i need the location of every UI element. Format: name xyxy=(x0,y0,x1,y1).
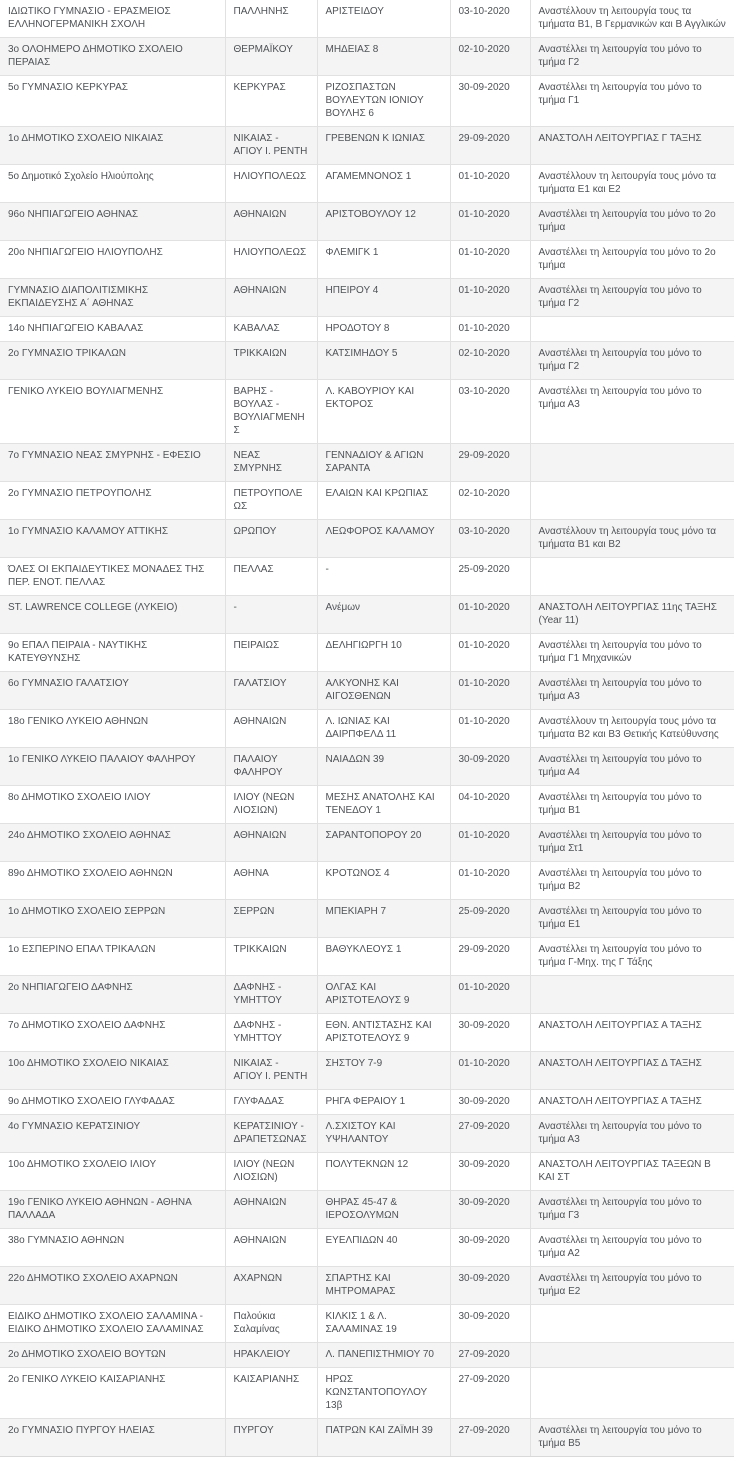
date-cell: 25-09-2020 xyxy=(450,558,530,596)
suspension-note-cell: ΑΝΑΣΤΟΛΗ ΛΕΙΤΟΥΡΓΙΑΣ Α ΤΑΞΗΣ xyxy=(530,1014,734,1052)
suspension-note-cell: Αναστέλλει τη λειτουργία του μόνο το τμήμα Ε2 xyxy=(530,1267,734,1305)
date-cell: 01-10-2020 xyxy=(450,710,530,748)
table-row xyxy=(0,342,734,380)
school-name-cell: 1ο ΓΥΜΝΑΣΙΟ ΚΑΛΑΜΟΥ ΑΤΤΙΚΗΣ xyxy=(0,520,225,558)
municipality-cell: ΑΘΗΝΑ xyxy=(225,862,317,900)
municipality-cell: ΤΡΙΚΚΑΙΩΝ xyxy=(225,938,317,976)
date-cell: 29-09-2020 xyxy=(450,444,530,482)
municipality-cell: ΗΛΙΟΥΠΟΛΕΩΣ xyxy=(225,241,317,279)
suspension-note-cell: Αναστέλλει τη λειτουργία του μόνο το 2ο τμήμα xyxy=(530,203,734,241)
table-row xyxy=(0,1229,734,1267)
table-row xyxy=(0,786,734,824)
address-cell: ΜΗΔΕΙΑΣ 8 xyxy=(317,38,450,76)
municipality-cell: ΚΑΒΑΛΑΣ xyxy=(225,317,317,342)
date-cell: 01-10-2020 xyxy=(450,634,530,672)
suspension-note-cell: Αναστέλλει τη λειτουργία του μόνο το τμήμα Α2 xyxy=(530,1229,734,1267)
address-cell: Ανέμων xyxy=(317,596,450,634)
school-name-cell: 3ο ΟΛΟΗΜΕΡΟ ΔΗΜΟΤΙΚΟ ΣΧΟΛΕΙΟ ΠΕΡΑΙΑΣ xyxy=(0,38,225,76)
school-name-cell: ΙΔΙΩΤΙΚΟ ΓΥΜΝΑΣΙΟ - ΕΡΑΣΜΕΙΟΣ ΕΛΛΗΝΟΓΕΡΜΑΝΙΚΗ ΣΧΟΛΗ xyxy=(0,0,225,38)
municipality-cell: ΠΕΤΡΟΥΠΟΛΕΩΣ xyxy=(225,482,317,520)
address-cell: ΠΑΤΡΩΝ ΚΑΙ ΖΑΪΜΗ 39 xyxy=(317,1419,450,1457)
municipality-cell: ΑΘΗΝΑΙΩΝ xyxy=(225,824,317,862)
address-cell: ΚΑΤΣΙΜΗΔΟΥ 5 xyxy=(317,342,450,380)
municipality-cell: ΑΘΗΝΑΙΩΝ xyxy=(225,710,317,748)
suspension-note-cell: Αναστέλλει τη λειτουργία του μόνο το τμήμα Β2 xyxy=(530,862,734,900)
school-name-cell: 14ο ΝΗΠΙΑΓΩΓΕΙΟ ΚΑΒΑΛΑΣ xyxy=(0,317,225,342)
date-cell: 01-10-2020 xyxy=(450,203,530,241)
school-name-cell: 18ο ΓΕΝΙΚΟ ΛΥΚΕΙΟ ΑΘΗΝΩΝ xyxy=(0,710,225,748)
municipality-cell: ΚΕΡΚΥΡΑΣ xyxy=(225,76,317,127)
address-cell: ΛΕΩΦΟΡΟΣ ΚΑΛΑΜΟΥ xyxy=(317,520,450,558)
date-cell: 30-09-2020 xyxy=(450,1229,530,1267)
date-cell: 27-09-2020 xyxy=(450,1419,530,1457)
suspension-note-cell xyxy=(530,1368,734,1419)
address-cell: ΗΠΕΙΡΟΥ 4 xyxy=(317,279,450,317)
municipality-cell: ΓΛΥΦΑΔΑΣ xyxy=(225,1090,317,1115)
table-row xyxy=(0,1052,734,1090)
municipality-cell: ΝΙΚΑΙΑΣ - ΑΓΙΟΥ Ι. ΡΕΝΤΗ xyxy=(225,127,317,165)
table-row xyxy=(0,38,734,76)
table-row xyxy=(0,165,734,203)
municipality-cell: ΑΘΗΝΑΙΩΝ xyxy=(225,1229,317,1267)
table-row xyxy=(0,127,734,165)
school-name-cell: 10ο ΔΗΜΟΤΙΚΟ ΣΧΟΛΕΙΟ ΙΛΙΟΥ xyxy=(0,1153,225,1191)
table-row xyxy=(0,1153,734,1191)
school-name-cell: 2ο ΓΕΝΙΚΟ ΛΥΚΕΙΟ ΚΑΙΣΑΡΙΑΝΗΣ xyxy=(0,1368,225,1419)
suspension-note-cell: Αναστέλλει τη λειτουργία του μόνο το τμήμα Στ1 xyxy=(530,824,734,862)
date-cell: 03-10-2020 xyxy=(450,380,530,444)
address-cell: ΣΠΑΡΤΗΣ ΚΑΙ ΜΗΤΡΟΜΑΡΑΣ xyxy=(317,1267,450,1305)
school-name-cell: 6ο ΓΥΜΝΑΣΙΟ ΓΑΛΑΤΣΙΟΥ xyxy=(0,672,225,710)
municipality-cell: ΘΕΡΜΑΪΚΟΥ xyxy=(225,38,317,76)
table-row xyxy=(0,1191,734,1229)
address-cell: ΜΕΣΗΣ ΑΝΑΤΟΛΗΣ ΚΑΙ ΤΕΝΕΔΟΥ 1 xyxy=(317,786,450,824)
table-row xyxy=(0,596,734,634)
address-cell: Λ. ΙΩΝΙΑΣ ΚΑΙ ΔΑΙΡΠΦΕΛΔ 11 xyxy=(317,710,450,748)
school-name-cell: 8ο ΔΗΜΟΤΙΚΟ ΣΧΟΛΕΙΟ ΙΛΙΟΥ xyxy=(0,786,225,824)
table-row xyxy=(0,900,734,938)
suspension-note-cell: ΑΝΑΣΤΟΛΗ ΛΕΙΤΟΥΡΓΙΑΣ Α ΤΑΞΗΣ xyxy=(530,1090,734,1115)
suspension-note-cell: Αναστέλλει τη λειτουργία του μόνο το τμήμα Α3 xyxy=(530,672,734,710)
table-row xyxy=(0,203,734,241)
address-cell: ΗΡΩΣ ΚΩΝΣΤΑΝΤΟΠΟΥΛΟΥ 13β xyxy=(317,1368,450,1419)
school-name-cell: 4ο ΓΥΜΝΑΣΙΟ ΚΕΡΑΤΣΙΝΙΟΥ xyxy=(0,1115,225,1153)
date-cell: 03-10-2020 xyxy=(450,520,530,558)
suspension-note-cell xyxy=(530,1343,734,1368)
school-name-cell: 2ο ΓΥΜΝΑΣΙΟ ΤΡΙΚΑΛΩΝ xyxy=(0,342,225,380)
address-cell: ΘΗΡΑΣ 45-47 & ΙΕΡΟΣΟΛΥΜΩΝ xyxy=(317,1191,450,1229)
municipality-cell: ΚΕΡΑΤΣΙΝΙΟΥ - ΔΡΑΠΕΤΣΩΝΑΣ xyxy=(225,1115,317,1153)
date-cell: 01-10-2020 xyxy=(450,596,530,634)
suspension-note-cell: Αναστέλλει τη λειτουργία του μόνο το τμήμα Ε1 xyxy=(530,900,734,938)
table-row xyxy=(0,380,734,444)
suspension-note-cell: Αναστέλλει τη λειτουργία του μόνο το τμήμα Γ2 xyxy=(530,279,734,317)
suspension-note-cell xyxy=(530,317,734,342)
table-row xyxy=(0,862,734,900)
school-name-cell: 96ο ΝΗΠΙΑΓΩΓΕΙΟ ΑΘΗΝΑΣ xyxy=(0,203,225,241)
date-cell: 30-09-2020 xyxy=(450,1153,530,1191)
date-cell: 27-09-2020 xyxy=(450,1115,530,1153)
suspension-note-cell: Αναστέλλουν τη λειτουργία τους μόνο τα τμήματα Β2 και Β3 Θετικής Κατεύθυνσης xyxy=(530,710,734,748)
table-row xyxy=(0,1267,734,1305)
address-cell: ΔΕΛΗΓΙΩΡΓΗ 10 xyxy=(317,634,450,672)
school-name-cell: 2ο ΓΥΜΝΑΣΙΟ ΠΕΤΡΟΥΠΟΛΗΣ xyxy=(0,482,225,520)
school-name-cell: 2ο ΝΗΠΙΑΓΩΓΕΙΟ ΔΑΦΝΗΣ xyxy=(0,976,225,1014)
municipality-cell: Παλούκια Σαλαμίνας xyxy=(225,1305,317,1343)
date-cell: 30-09-2020 xyxy=(450,1267,530,1305)
school-name-cell: 24ο ΔΗΜΟΤΙΚΟ ΣΧΟΛΕΙΟ ΑΘΗΝΑΣ xyxy=(0,824,225,862)
date-cell: 01-10-2020 xyxy=(450,824,530,862)
suspension-note-cell xyxy=(530,444,734,482)
table-row xyxy=(0,1115,734,1153)
suspension-note-cell: Αναστέλλει τη λειτουργία του μόνο το 2ο τμήμα xyxy=(530,241,734,279)
address-cell: ΡΗΓΑ ΦΕΡΑΙΟΥ 1 xyxy=(317,1090,450,1115)
date-cell: 30-09-2020 xyxy=(450,1014,530,1052)
address-cell: ΟΛΓΑΣ ΚΑΙ ΑΡΙΣΤΟΤΕΛΟΥΣ 9 xyxy=(317,976,450,1014)
school-name-cell: 9ο ΕΠΑΛ ΠΕΙΡΑΙΑ - ΝΑΥΤΙΚΗΣ ΚΑΤΕΥΘΥΝΣΗΣ xyxy=(0,634,225,672)
address-cell: ΕΛΑΙΩΝ ΚΑΙ ΚΡΩΠΙΑΣ xyxy=(317,482,450,520)
date-cell: 30-09-2020 xyxy=(450,748,530,786)
municipality-cell: ΩΡΩΠΟΥ xyxy=(225,520,317,558)
date-cell: 29-09-2020 xyxy=(450,127,530,165)
table-row xyxy=(0,1419,734,1457)
municipality-cell: ΗΡΑΚΛΕΙΟΥ xyxy=(225,1343,317,1368)
municipality-cell: ΔΑΦΝΗΣ - ΥΜΗΤΤΟΥ xyxy=(225,976,317,1014)
table-row xyxy=(0,482,734,520)
suspension-note-cell: Αναστέλλει τη λειτουργία του μόνο το τμήμα Γ3 xyxy=(530,1191,734,1229)
school-name-cell: 10ο ΔΗΜΟΤΙΚΟ ΣΧΟΛΕΙΟ ΝΙΚΑΙΑΣ xyxy=(0,1052,225,1090)
address-cell: ΝΑΙΑΔΩΝ 39 xyxy=(317,748,450,786)
address-cell: ΕΘΝ. ΑΝΤΙΣΤΑΣΗΣ ΚΑΙ ΑΡΙΣΤΟΤΕΛΟΥΣ 9 xyxy=(317,1014,450,1052)
suspension-note-cell: Αναστέλλει τη λειτουργία του μόνο το τμήμα Α3 xyxy=(530,380,734,444)
table-row xyxy=(0,0,734,38)
municipality-cell: ΙΛΙΟΥ (ΝΕΩΝ ΛΙΟΣΙΩΝ) xyxy=(225,1153,317,1191)
table-row xyxy=(0,672,734,710)
table-row xyxy=(0,520,734,558)
date-cell: 02-10-2020 xyxy=(450,38,530,76)
municipality-cell: ΤΡΙΚΚΑΙΩΝ xyxy=(225,342,317,380)
suspension-note-cell xyxy=(530,976,734,1014)
suspension-note-cell: Αναστέλλει τη λειτουργία του μόνο το τμήμα Γ1 xyxy=(530,76,734,127)
date-cell: 29-09-2020 xyxy=(450,938,530,976)
address-cell: - xyxy=(317,558,450,596)
suspension-note-cell: Αναστέλλουν τη λειτουργία τους μόνο τα τμήματα Ε1 και Ε2 xyxy=(530,165,734,203)
date-cell: 02-10-2020 xyxy=(450,482,530,520)
municipality-cell: ΝΕΑΣ ΣΜΥΡΝΗΣ xyxy=(225,444,317,482)
address-cell: ΗΡΟΔΟΤΟΥ 8 xyxy=(317,317,450,342)
school-name-cell: 19ο ΓΕΝΙΚΟ ΛΥΚΕΙΟ ΑΘΗΝΩΝ - ΑΘΗΝΑ ΠΑΛΛΑΔΑ xyxy=(0,1191,225,1229)
table-row xyxy=(0,1343,734,1368)
date-cell: 01-10-2020 xyxy=(450,165,530,203)
suspension-note-cell: ΑΝΑΣΤΟΛΗ ΛΕΙΤΟΥΡΓΙΑΣ ΤΑΞΕΩΝ Β ΚΑΙ ΣΤ xyxy=(530,1153,734,1191)
date-cell: 27-09-2020 xyxy=(450,1368,530,1419)
school-name-cell: 2ο ΔΗΜΟΤΙΚΟ ΣΧΟΛΕΙΟ ΒΟΥΤΩΝ xyxy=(0,1343,225,1368)
suspension-note-cell: Αναστέλλει τη λειτουργία του μόνο το τμήμα Β5 xyxy=(530,1419,734,1457)
address-cell: Λ. ΚΑΒΟΥΡΙΟΥ ΚΑΙ ΕΚΤΟΡΟΣ xyxy=(317,380,450,444)
suspension-note-cell: ΑΝΑΣΤΟΛΗ ΛΕΙΤΟΥΡΓΙΑΣ Γ ΤΑΞΗΣ xyxy=(530,127,734,165)
table-row xyxy=(0,1368,734,1419)
school-name-cell: 1ο ΕΣΠΕΡΙΝΟ ΕΠΑΛ ΤΡΙΚΑΛΩΝ xyxy=(0,938,225,976)
address-cell: ΑΡΙΣΤΕΙΔΟΥ xyxy=(317,0,450,38)
municipality-cell: ΓΑΛΑΤΣΙΟΥ xyxy=(225,672,317,710)
address-cell: ΑΛΚΥΟΝΗΣ ΚΑΙ ΑΙΓΟΣΘΕΝΩΝ xyxy=(317,672,450,710)
school-name-cell: 38ο ΓΥΜΝΑΣΙΟ ΑΘΗΝΩΝ xyxy=(0,1229,225,1267)
municipality-cell: ΑΘΗΝΑΙΩΝ xyxy=(225,279,317,317)
municipality-cell: ΒΑΡΗΣ - ΒΟΥΛΑΣ - ΒΟΥΛΙΑΓΜΕΝΗΣ xyxy=(225,380,317,444)
address-cell: ΕΥΕΛΠΙΔΩΝ 40 xyxy=(317,1229,450,1267)
suspension-note-cell: ΑΝΑΣΤΟΛΗ ΛΕΙΤΟΥΡΓΙΑΣ Δ ΤΑΞΗΣ xyxy=(530,1052,734,1090)
date-cell: 01-10-2020 xyxy=(450,672,530,710)
table-row xyxy=(0,1014,734,1052)
school-name-cell: 1ο ΓΕΝΙΚΟ ΛΥΚΕΙΟ ΠΑΛΑΙΟΥ ΦΑΛΗΡΟΥ xyxy=(0,748,225,786)
school-name-cell: 7ο ΔΗΜΟΤΙΚΟ ΣΧΟΛΕΙΟ ΔΑΦΝΗΣ xyxy=(0,1014,225,1052)
school-name-cell: 22ο ΔΗΜΟΤΙΚΟ ΣΧΟΛΕΙΟ ΑΧΑΡΝΩΝ xyxy=(0,1267,225,1305)
school-name-cell: ΕΙΔΙΚΟ ΔΗΜΟΤΙΚΟ ΣΧΟΛΕΙΟ ΣΑΛΑΜΙΝΑ - ΕΙΔΙΚΟ ΔΗΜΟΤΙΚΟ ΣΧΟΛΕΙΟ ΣΑΛΑΜΙΝΑΣ xyxy=(0,1305,225,1343)
school-name-cell: ST. LAWRENCE COLLEGE (ΛΥΚΕΙΟ) xyxy=(0,596,225,634)
municipality-cell: ΚΑΙΣΑΡΙΑΝΗΣ xyxy=(225,1368,317,1419)
suspension-note-cell xyxy=(530,482,734,520)
municipality-cell: ΗΛΙΟΥΠΟΛΕΩΣ xyxy=(225,165,317,203)
date-cell: 02-10-2020 xyxy=(450,342,530,380)
table-row xyxy=(0,824,734,862)
address-cell: ΚΙΛΚΙΣ 1 & Λ. ΣΑΛΑΜΙΝΑΣ 19 xyxy=(317,1305,450,1343)
suspension-note-cell: Αναστέλλει τη λειτουργία του μόνο το τμήμα Γ1 Μηχανικών xyxy=(530,634,734,672)
suspension-note-cell xyxy=(530,1305,734,1343)
table-row xyxy=(0,748,734,786)
date-cell: 01-10-2020 xyxy=(450,317,530,342)
address-cell: ΣΗΣΤΟΥ 7-9 xyxy=(317,1052,450,1090)
date-cell: 30-09-2020 xyxy=(450,76,530,127)
date-cell: 01-10-2020 xyxy=(450,976,530,1014)
municipality-cell: ΠΕΙΡΑΙΩΣ xyxy=(225,634,317,672)
date-cell: 01-10-2020 xyxy=(450,1052,530,1090)
address-cell: ΑΓΑΜΕΜΝΟΝΟΣ 1 xyxy=(317,165,450,203)
municipality-cell: ΝΙΚΑΙΑΣ - ΑΓΙΟΥ Ι. ΡΕΝΤΗ xyxy=(225,1052,317,1090)
address-cell: Λ. ΠΑΝΕΠΙΣΤΗΜΙΟΥ 70 xyxy=(317,1343,450,1368)
table-row xyxy=(0,1090,734,1115)
date-cell: 01-10-2020 xyxy=(450,241,530,279)
table-row xyxy=(0,279,734,317)
school-name-cell: 1ο ΔΗΜΟΤΙΚΟ ΣΧΟΛΕΙΟ ΝΙΚΑΙΑΣ xyxy=(0,127,225,165)
school-name-cell: ΓΕΝΙΚΟ ΛΥΚΕΙΟ ΒΟΥΛΙΑΓΜΕΝΗΣ xyxy=(0,380,225,444)
municipality-cell: ΙΛΙΟΥ (ΝΕΩΝ ΛΙΟΣΙΩΝ) xyxy=(225,786,317,824)
address-cell: ΓΕΝΝΑΔΙΟΥ & ΑΓΙΩΝ ΣΑΡΑΝΤΑ xyxy=(317,444,450,482)
suspension-note-cell: Αναστέλλει τη λειτουργία του μόνο το τμήμα Α3 xyxy=(530,1115,734,1153)
school-name-cell: ΓΥΜΝΑΣΙΟ ΔΙΑΠΟΛΙΤΙΣΜΙΚΗΣ ΕΚΠΑΙΔΕΥΣΗΣ Α΄ ΑΘΗΝΑΣ xyxy=(0,279,225,317)
table-row xyxy=(0,444,734,482)
address-cell: ΑΡΙΣΤΟΒΟΥΛΟΥ 12 xyxy=(317,203,450,241)
school-name-cell: 5ο ΓΥΜΝΑΣΙΟ ΚΕΡΚΥΡΑΣ xyxy=(0,76,225,127)
table-row xyxy=(0,558,734,596)
school-name-cell: 89ο ΔΗΜΟΤΙΚΟ ΣΧΟΛΕΙΟ ΑΘΗΝΩΝ xyxy=(0,862,225,900)
municipality-cell: ΑΧΑΡΝΩΝ xyxy=(225,1267,317,1305)
address-cell: ΣΑΡΑΝΤΟΠΟΡΟΥ 20 xyxy=(317,824,450,862)
school-name-cell: 9ο ΔΗΜΟΤΙΚΟ ΣΧΟΛΕΙΟ ΓΛΥΦΑΔΑΣ xyxy=(0,1090,225,1115)
suspension-note-cell: Αναστέλλουν τη λειτουργία τους μόνο τα τμήματα Β1 και Β2 xyxy=(530,520,734,558)
address-cell: ΠΟΛΥΤΕΚΝΩΝ 12 xyxy=(317,1153,450,1191)
municipality-cell: ΑΘΗΝΑΙΩΝ xyxy=(225,203,317,241)
date-cell: 30-09-2020 xyxy=(450,1090,530,1115)
suspension-note-cell: Αναστέλλει τη λειτουργία του μόνο το τμήμα Γ-Μηχ. της Γ Τάξης xyxy=(530,938,734,976)
suspension-note-cell xyxy=(530,558,734,596)
suspension-note-cell: Αναστέλλει τη λειτουργία του μόνο το τμήμα Γ2 xyxy=(530,38,734,76)
suspension-note-cell: ΑΝΑΣΤΟΛΗ ΛΕΙΤΟΥΡΓΙΑΣ 11ης ΤΑΞΗΣ (Year 11) xyxy=(530,596,734,634)
address-cell: Λ.ΣΧΙΣΤΟΥ ΚΑΙ ΥΨΗΛΑΝΤΟΥ xyxy=(317,1115,450,1153)
municipality-cell: ΔΑΦΝΗΣ - ΥΜΗΤΤΟΥ xyxy=(225,1014,317,1052)
address-cell: ΓΡΕΒΕΝΩΝ Κ ΙΩΝΙΑΣ xyxy=(317,127,450,165)
school-name-cell: ΌΛΕΣ ΟΙ ΕΚΠΑΙΔΕΥΤΙΚΕΣ ΜΟΝΑΔΕΣ ΤΗΣ ΠΕΡ. ΕΝΟΤ. ΠΕΛΛΑΣ xyxy=(0,558,225,596)
date-cell: 03-10-2020 xyxy=(450,0,530,38)
suspension-note-cell: Αναστέλλει τη λειτουργία του μόνο το τμήμα Α4 xyxy=(530,748,734,786)
address-cell: ΜΠΕΚΙΑΡΗ 7 xyxy=(317,900,450,938)
school-name-cell: 5ο Δημοτικό Σχολείο Ηλιούπολης xyxy=(0,165,225,203)
address-cell: ΡΙΖΟΣΠΑΣΤΩΝ ΒΟΥΛΕΥΤΩΝ ΙΟΝΙΟΥ ΒΟΥΛΗΣ 6 xyxy=(317,76,450,127)
suspension-note-cell: Αναστέλλει τη λειτουργία του μόνο το τμήμα Β1 xyxy=(530,786,734,824)
municipality-cell: - xyxy=(225,596,317,634)
school-name-cell: 7ο ΓΥΜΝΑΣΙΟ ΝΕΑΣ ΣΜΥΡΝΗΣ - ΕΦΕΣΙΟ xyxy=(0,444,225,482)
table-row xyxy=(0,710,734,748)
school-name-cell: 1ο ΔΗΜΟΤΙΚΟ ΣΧΟΛΕΙΟ ΣΕΡΡΩΝ xyxy=(0,900,225,938)
date-cell: 04-10-2020 xyxy=(450,786,530,824)
table-row xyxy=(0,938,734,976)
date-cell: 01-10-2020 xyxy=(450,862,530,900)
address-cell: ΚΡΟΤΩΝΟΣ 4 xyxy=(317,862,450,900)
municipality-cell: ΠΥΡΓΟΥ xyxy=(225,1419,317,1457)
date-cell: 30-09-2020 xyxy=(450,1191,530,1229)
table-row xyxy=(0,317,734,342)
municipality-cell: ΠΕΛΛΑΣ xyxy=(225,558,317,596)
school-name-cell: 20ο ΝΗΠΙΑΓΩΓΕΙΟ ΗΛΙΟΥΠΟΛΗΣ xyxy=(0,241,225,279)
municipality-cell: ΑΘΗΝΑΙΩΝ xyxy=(225,1191,317,1229)
address-cell: ΒΑΘΥΚΛΕΟΥΣ 1 xyxy=(317,938,450,976)
municipality-cell: ΠΑΛΛΗΝΗΣ xyxy=(225,0,317,38)
table-row xyxy=(0,634,734,672)
suspension-note-cell: Αναστέλλει τη λειτουργία του μόνο το τμήμα Γ2 xyxy=(530,342,734,380)
table-row xyxy=(0,241,734,279)
municipality-cell: ΠΑΛΑΙΟΥ ΦΑΛΗΡΟΥ xyxy=(225,748,317,786)
school-name-cell: 2ο ΓΥΜΝΑΣΙΟ ΠΥΡΓΟΥ ΗΛΕΙΑΣ xyxy=(0,1419,225,1457)
date-cell: 30-09-2020 xyxy=(450,1305,530,1343)
table-row xyxy=(0,976,734,1014)
table-row xyxy=(0,1305,734,1343)
table-row xyxy=(0,76,734,127)
date-cell: 01-10-2020 xyxy=(450,279,530,317)
date-cell: 25-09-2020 xyxy=(450,900,530,938)
suspension-note-cell: Αναστέλλουν τη λειτουργία τους τα τμήματα Β1, Β Γερμανικών και Β Αγγλικών xyxy=(538,6,726,30)
address-cell: ΦΛΕΜΙΓΚ 1 xyxy=(317,241,450,279)
municipality-cell: ΣΕΡΡΩΝ xyxy=(225,900,317,938)
date-cell: 27-09-2020 xyxy=(450,1343,530,1368)
